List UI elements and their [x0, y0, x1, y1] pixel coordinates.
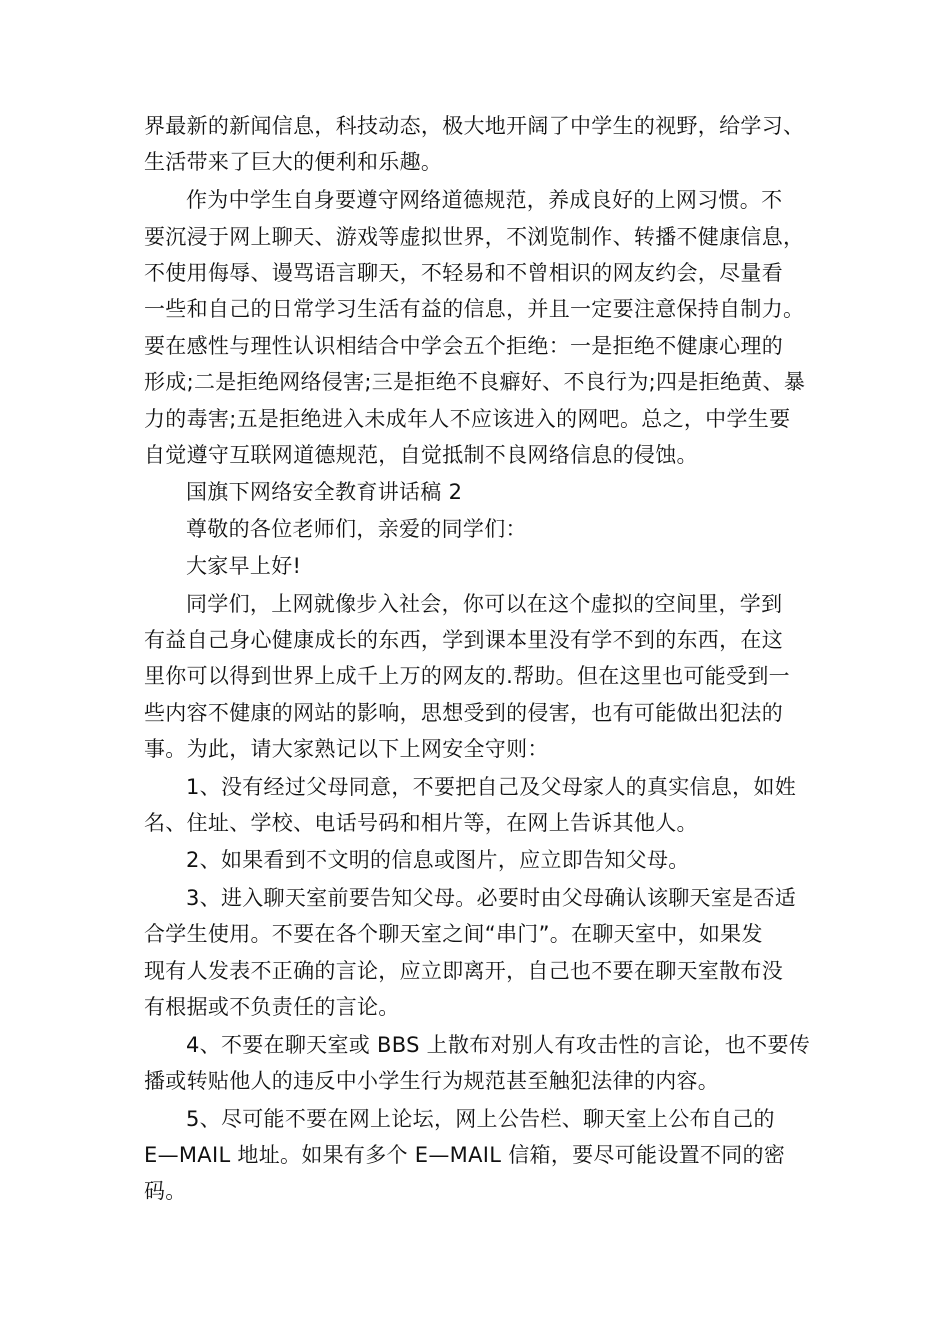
text-line: 里你可以得到世界上成千上万的网友的.帮助。但在这里也可能受到一	[144, 664, 790, 688]
text-line: 名、住址、学校、电话号码和相片等，在网上告诉其他人。	[144, 811, 698, 835]
text-line: 现有人发表不正确的言论，应立即离开，自己也不要在聊天室散布没	[144, 959, 783, 983]
text-line: 力的毒害;五是拒绝进入未成年人不应该进入的网吧。总之，中学生要	[144, 407, 791, 431]
paragraph-start: 作为中学生自身要遵守网络道德规范，养成良好的上网习惯。不	[186, 188, 783, 212]
text-line: 生活带来了巨大的便利和乐趣。	[144, 150, 443, 174]
text-line: 有根据或不负责任的言论。	[144, 995, 400, 1019]
rule-item-1: 1、没有经过父母同意，不要把自己及父母家人的真实信息，如姓	[186, 775, 797, 799]
text-line: 一些和自己的日常学习生活有益的信息，并且一定要注意保持自制力。	[144, 297, 805, 321]
text-line: 合学生使用。不要在各个聊天室之间“串门”。在聊天室中，如果发	[144, 922, 763, 946]
text-line: 有益自己身心健康成长的东西，学到课本里没有学不到的东西，在这	[144, 628, 783, 652]
text-line: 要在感性与理性认识相结合中学会五个拒绝：一是拒绝不健康心理的	[144, 334, 783, 358]
section-title: 国旗下网络安全教育讲话稿 2	[186, 480, 463, 504]
text-line: 事。为此，请大家熟记以下上网安全守则：	[144, 737, 549, 761]
greeting: 大家早上好!	[186, 554, 302, 578]
rule-item-2: 2、如果看到不文明的信息或图片，应立即告知父母。	[186, 848, 690, 872]
text-line: 界最新的新闻信息，科技动态，极大地开阔了中学生的视野，给学习、	[144, 114, 805, 138]
text-line: 播或转贴他人的违反中小学生行为规范甚至触犯法律的内容。	[144, 1069, 720, 1093]
text-line: 不使用侮辱、谩骂语言聊天，不轻易和不曾相识的网友约会，尽量看	[144, 261, 783, 285]
rule-item-4: 4、不要在聊天室或 BBS 上散布对别人有攻击性的言论，也不要传	[186, 1033, 811, 1057]
text-line: 自觉遵守互联网道德规范，自觉抵制不良网络信息的侵蚀。	[144, 443, 698, 467]
rule-item-5: 5、尽可能不要在网上论坛，网上公告栏、聊天室上公布自己的	[186, 1107, 775, 1131]
text-line: 形成;二是拒绝网络侵害;三是拒绝不良癖好、不良行为;四是拒绝黄、暴	[144, 370, 806, 394]
text-line: E—MAIL 地址。如果有多个 E—MAIL 信箱，要尽可能设置不同的密	[144, 1143, 786, 1167]
text-line: 码。	[144, 1179, 187, 1203]
paragraph-start: 同学们，上网就像步入社会，你可以在这个虚拟的空间里，学到	[186, 592, 783, 616]
text-line: 要沉浸于网上聊天、游戏等虚拟世界，不浏览制作、转播不健康信息，	[144, 225, 805, 249]
text-line: 些内容不健康的网站的影响，思想受到的侵害，也有可能做出犯法的	[144, 701, 783, 725]
rule-item-3: 3、进入聊天室前要告知父母。必要时由父母确认该聊天室是否适	[186, 886, 797, 910]
salutation: 尊敬的各位老师们，亲爱的同学们：	[186, 517, 527, 541]
